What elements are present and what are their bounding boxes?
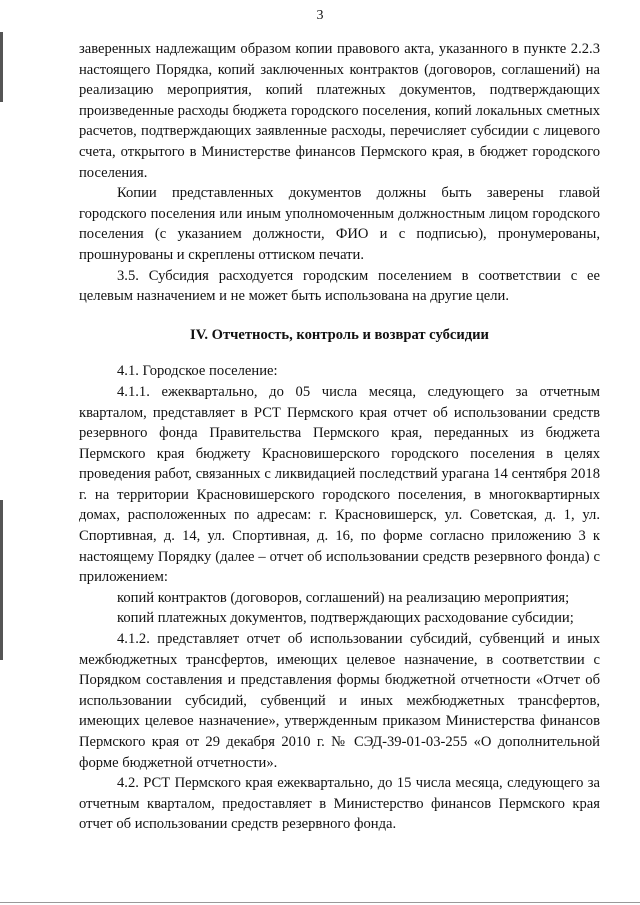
paragraph-4-1-1: 4.1.1. ежеквартально, до 05 числа месяца, следующего за отчетным кварталом, представляет в РСТ Пермского края отчет об использовании средств резервного фонда Правительства Пермского края, переданных из бюджета Пермского края бюджету Красновишерского городского поселения в целях проведения работ, связанных с ликвидацией последствий урагана 14 сентября 2018 г. на территории Красновишерского городского поселения, в многоквартирных домах, расположенных по адресам: г. Красновишерск, ул. Советская, д. 1, ул. Спортивная, д. 14, ул. Спортивная, д. 16, по форме согласно приложению 3 к настоящему Порядку (далее – отчет об использовании средств резервного фонда) с приложением: bbox=[79, 383, 600, 586]
scan-edge-mark bbox=[0, 32, 3, 102]
page-number: 3 bbox=[316, 8, 324, 23]
paragraph-4-1: 4.1. Городское поселение: bbox=[117, 363, 278, 380]
paragraph-4-2: 4.2. РСТ Пермского края ежеквартально, до 15 числа месяца, следующего за отчетным кварталом, предоставляет в Министерство финансов Пермского края отчет об использовании средств резервного фонда. bbox=[79, 775, 600, 833]
list-item: копий платежных документов, подтверждающих расходование субсидии; bbox=[117, 610, 574, 627]
page-bottom-edge bbox=[0, 902, 640, 903]
paragraph: Копии представленных документов должны быть заверены главой городского поселения или иным уполномоченным должностным лицом городского поселения (с указанием должности, ФИО и с подписью), пронумерованы, прошнурованы и скреплены оттиском печати. bbox=[79, 185, 600, 263]
scan-edge-mark bbox=[0, 500, 3, 660]
section-heading: IV. Отчетность, контроль и возврат субсидии bbox=[190, 326, 489, 343]
paragraph: заверенных надлежащим образом копии правового акта, указанного в пункте 2.2.3 настоящего Порядка, копий заключенных контрактов (договоров, соглашений) на реализацию мероприятия, копий платежных документов, подтверждающих произведенные расходы бюджета городского поселения, копий локальных сметных расчетов, подтверждающих заявленные расходы, перечисляет субсидии с лицевого счета, открытого в Министерстве финансов Пермского края, в бюджет городского поселения. bbox=[79, 41, 600, 181]
paragraph-3-5: 3.5. Субсидия расходуется городским поселением в соответствии с ее целевым назначением и не может быть использована на другие цели. bbox=[79, 267, 600, 305]
document-body bbox=[79, 39, 600, 835]
list-item: копий контрактов (договоров, соглашений) на реализацию мероприятия; bbox=[117, 589, 570, 606]
paragraph-4-1-2: 4.1.2. представляет отчет об использовании субсидий, субвенций и иных межбюджетных трансфертов, имеющих целевое назначение, в соответствии с Порядком составления и представления формы бюджетной отчетности «Отчет об использовании субсидий, субвенций и иных межбюджетных трансфертов, имеющих целевое назначение», утвержденным приказом Министерства финансов Пермского края от 29 декабря 2010 г. № СЭД-39-01-03-255 «О дополнительной форме бюджетной отчетности». bbox=[79, 631, 600, 771]
